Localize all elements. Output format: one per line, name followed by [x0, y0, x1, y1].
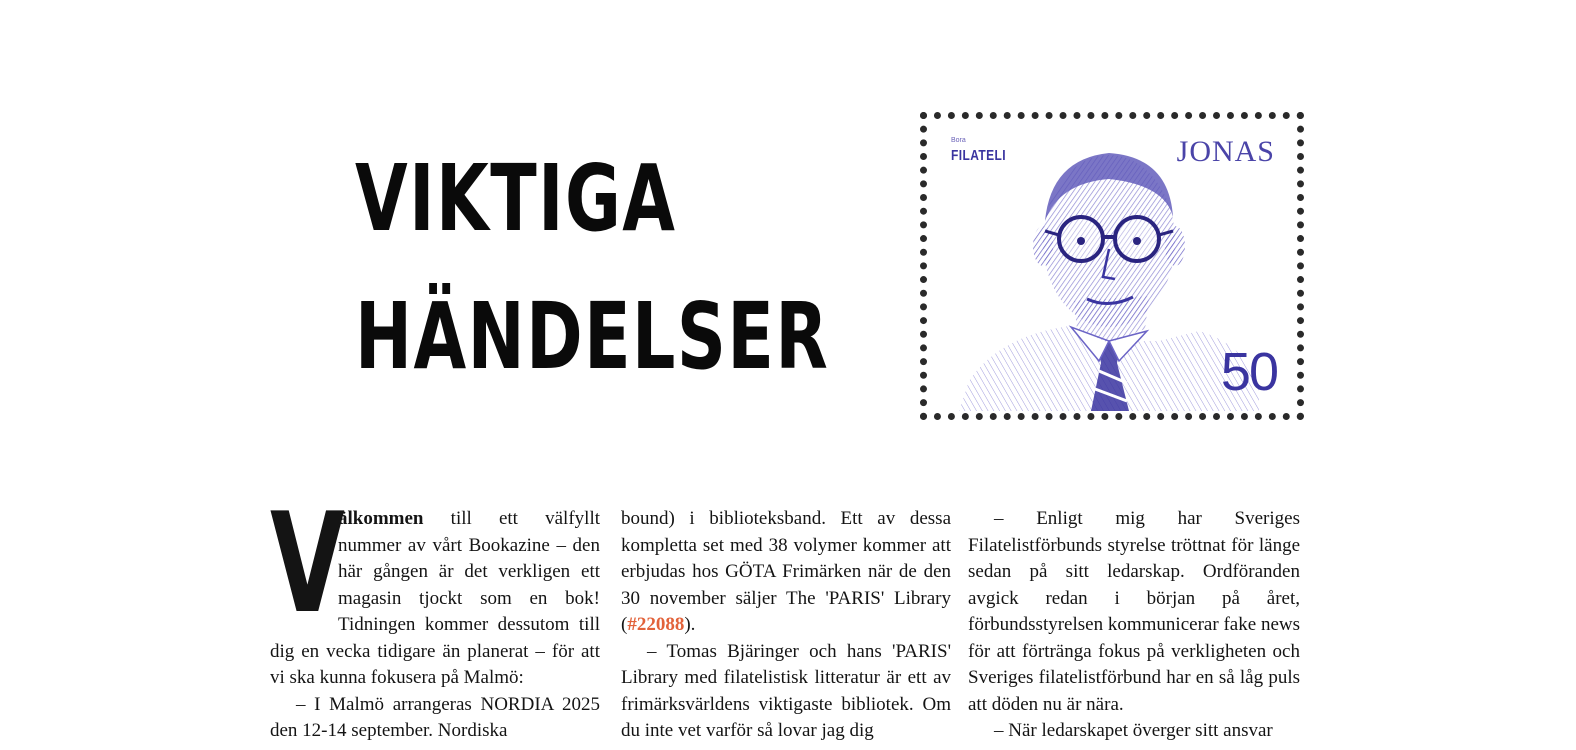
article-column-3 [968, 506, 1300, 745]
stamp-face [929, 121, 1295, 411]
headline-line-2: HÄNDELSER [355, 283, 830, 390]
paragraph [621, 506, 951, 639]
paragraph: – I Malmö arrangeras NORDIA 2025 den 12-14 september. Nordiska [270, 693, 600, 741]
paragraph-text: ). [684, 614, 696, 635]
stamp-brand: FILATELI [951, 147, 1006, 164]
lead-word: älkommen [338, 508, 424, 529]
paragraph: – Tomas Bjäringer och hans 'PARIS' Library med filatelistisk litteratur är ett av frimärksvärldens viktigaste bibliotek. Om du inte vet varför så lovar jag dig [621, 640, 951, 741]
stamp-name: JONAS [1176, 135, 1275, 168]
stamp-value: 50 [1220, 342, 1277, 402]
reference-link[interactable]: #22088 [627, 614, 685, 635]
paragraph-text: till ett välfyllt nummer av vårt Bookazine – den här gången är det verkligen ett magasin tjockt som en bok! Tidningen kommer dessutom till dig en vecka tidigare än planerat – för att vi ska kunna fokusera på Malmö: [270, 508, 600, 688]
headline-line-1: VIKTIGA [355, 145, 677, 252]
paragraph: – När ledarskapet överger sitt ansvar [994, 720, 1273, 741]
stamp-brand-small: Bora [951, 137, 966, 144]
dropcap: V [270, 483, 345, 644]
article-column-2 [621, 506, 951, 745]
article-column-1 [270, 483, 600, 745]
stamp-illustration [920, 112, 1304, 420]
paragraph [270, 483, 600, 692]
paragraph-text: bound) i biblioteksband. Ett av dessa kompletta set med 38 volymer kommer att erbjudas hos GÖTA Frimärken när de den 30 november säljer The 'PARIS' Library ( [621, 508, 951, 635]
paragraph: – Enligt mig har Sveriges Filatelistförbunds styrelse tröttnat för länge sedan på sitt ledarskap. Ordföranden avgick redan i början på året, förbundsstyrelsen kommunicerar fake news för att förtränga fokus på verkligheten och Sveriges filatelistförbund har en så låg puls att döden nu är nära. [968, 508, 1300, 715]
headline [355, 130, 830, 406]
